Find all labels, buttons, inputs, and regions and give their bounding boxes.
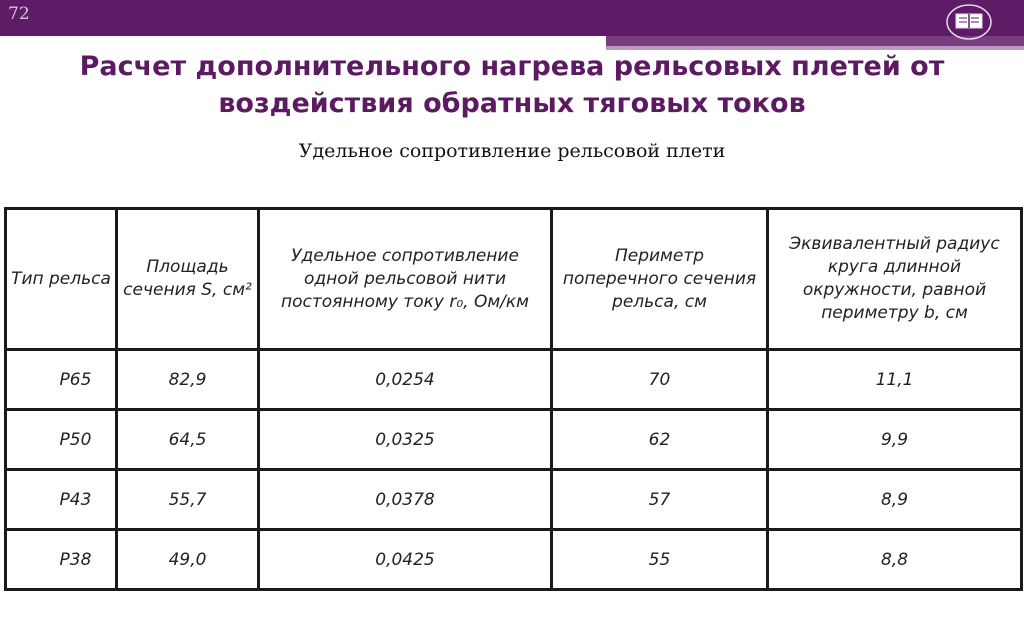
table-cell: 70 [552, 350, 768, 410]
column-header: Площадь сечения S, см² [117, 209, 259, 350]
table-cell: 62 [552, 410, 768, 470]
rail-resistance-table [4, 207, 1023, 591]
table-cell: Р50 [6, 410, 117, 470]
university-logo-icon [938, 2, 1000, 42]
table-cell: 55,7 [117, 470, 259, 530]
slide-subtitle: Удельное сопротивление рельсовой плети [298, 140, 726, 162]
table-cell: 8,8 [768, 530, 1022, 590]
table-cell: 55 [552, 530, 768, 590]
table-cell: 0,0425 [259, 530, 552, 590]
table-cell: 11,1 [768, 350, 1022, 410]
table-cell: Р65 [6, 350, 117, 410]
table-cell: 64,5 [117, 410, 259, 470]
table-cell: 9,9 [768, 410, 1022, 470]
table-cell: Р43 [6, 470, 117, 530]
table-cell: 0,0378 [259, 470, 552, 530]
column-header: Удельное сопротивление одной рельсовой нити постоянному току r₀, Ом/км [259, 209, 552, 350]
slide-number: 72 [8, 4, 30, 24]
table-row [6, 530, 1022, 590]
table-cell: 57 [552, 470, 768, 530]
table-cell: 8,9 [768, 470, 1022, 530]
table-cell: Р38 [6, 530, 117, 590]
column-header: Периметр поперечного сечения рельса, см [552, 209, 768, 350]
table-row [6, 470, 1022, 530]
table-header-row [6, 209, 1022, 350]
header-bar [0, 0, 1024, 36]
table-row [6, 350, 1022, 410]
slide-title: Расчет дополнительного нагрева рельсовых плетей от воздействия обратных тяговых токов [79, 51, 945, 119]
table-cell: 82,9 [117, 350, 259, 410]
column-header: Тип рельса [6, 209, 117, 350]
table-row [6, 410, 1022, 470]
table-cell: 49,0 [117, 530, 259, 590]
table-cell: 0,0254 [259, 350, 552, 410]
column-header: Эквивалентный радиус круга длинной окружности, равной периметру b, см [768, 209, 1022, 350]
table-cell: 0,0325 [259, 410, 552, 470]
